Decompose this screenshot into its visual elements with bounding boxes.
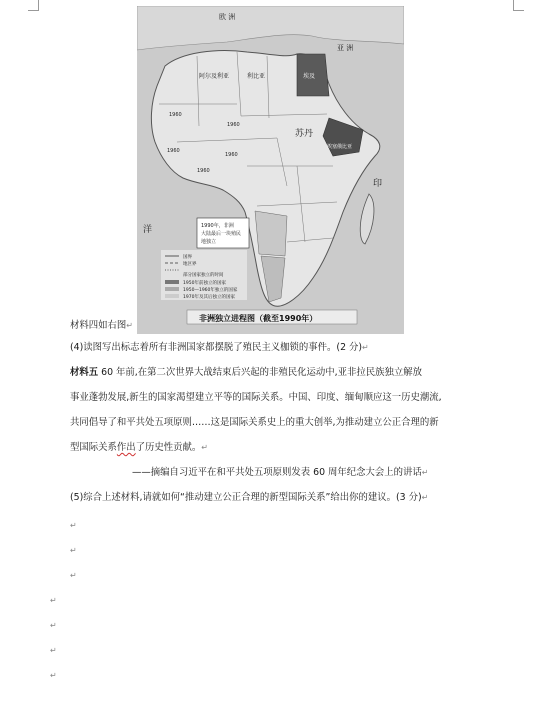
map-label-west-ocean: 洋	[143, 225, 153, 235]
map-label-year: 1960	[225, 152, 238, 158]
map-callout-line: 地独立	[201, 239, 217, 245]
paragraph-mark: ↵	[421, 493, 429, 502]
map-label-asia: 亚 洲	[337, 44, 354, 52]
empty-paragraph-mark: ↵	[70, 521, 77, 530]
question-5	[70, 491, 428, 505]
material-five-label: 材料五	[70, 367, 99, 378]
map-legend-item: 1970年及其后独立的国家	[183, 295, 235, 300]
paragraph-mark: ↵	[126, 321, 133, 330]
map-label-year: 1960	[227, 122, 240, 128]
empty-paragraph-mark: ↵	[50, 671, 57, 680]
map-legend-item: 地区界	[183, 262, 197, 267]
source-text: ——摘编自习近平在和平共处五项原则发表 60 周年纪念大会上的讲话	[132, 467, 422, 478]
map-label-ethiopia: 埃塞俄比亚	[327, 144, 353, 150]
material-five-text: 60 年前,在第二次世界大战结束后兴起的非殖民化运动中,亚非拉民族独立解放	[98, 367, 422, 378]
map-callout-line: 1990年，非洲	[201, 223, 234, 229]
map-title: 非洲独立进程图（截至1990年）	[199, 314, 318, 323]
material-five-line-4	[70, 441, 208, 455]
empty-paragraph-mark: ↵	[70, 546, 77, 555]
map-label-year: 1960	[167, 148, 180, 154]
material-five-line-1	[70, 366, 422, 380]
map-callout-line: 大陆最后一块殖民	[201, 231, 242, 237]
material-five-line-2	[70, 391, 442, 405]
empty-paragraph-mark: ↵	[50, 596, 57, 605]
empty-paragraph-mark: ↵	[50, 621, 57, 630]
question-5-text: (5)综合上述材料,请就如何“推动建立公正合理的新型国际关系”给出你的建议。(3 分)	[70, 492, 422, 503]
spellcheck-underlined-text: 作出	[116, 442, 136, 453]
paragraph-mark: ↵	[362, 343, 369, 352]
page-corner-mark-right	[513, 0, 524, 11]
empty-paragraph-mark: ↵	[50, 646, 57, 655]
material-four-text: 材料四如右图	[70, 320, 127, 331]
map-legend-item: 部分国家独立的时间	[183, 273, 224, 278]
material-five-line-3	[70, 416, 439, 430]
map-label-east-ocean: 印	[373, 179, 383, 189]
map-legend-item: 1950年前独立的国家	[183, 281, 226, 286]
material-five-text: 型国际关系	[70, 442, 117, 453]
material-five-text: 了历史性贡献。	[135, 442, 202, 453]
material-four-caption	[70, 319, 133, 333]
question-4	[70, 341, 369, 355]
map-label-libya: 利比亚	[247, 73, 266, 80]
map-legend-item: 1950—1960年独立的国家	[183, 288, 238, 293]
africa-independence-map	[137, 6, 404, 334]
paragraph-mark: ↵	[201, 443, 208, 452]
map-legend-item: 国界	[183, 255, 192, 260]
map-label-year: 1960	[169, 112, 182, 118]
map-label-algeria: 阿尔及利亚	[199, 73, 230, 80]
material-five-text: 共同倡导了和平共处五项原则……这是国际关系史上的重大创举,为推动建立公正合理的新	[70, 417, 439, 428]
paragraph-mark: ↵	[421, 468, 429, 477]
question-4-text: (4)读图写出标志着所有非洲国家都摆脱了殖民主义枷锁的事件。(2 分)	[70, 342, 363, 353]
map-label-sudan: 苏丹	[295, 129, 314, 139]
empty-paragraph-mark: ↵	[70, 571, 77, 580]
page-corner-mark-left	[28, 0, 39, 11]
map-label-year: 1960	[197, 168, 210, 174]
map-label-europe: 欧 洲	[219, 13, 236, 21]
material-five-source	[132, 466, 428, 480]
material-five-text: 事业蓬勃发展,新生的国家渴望建立平等的国际关系。中国、印度、缅甸顺应这一历史潮流,	[70, 392, 442, 403]
map-label-egypt: 埃及	[303, 73, 316, 80]
